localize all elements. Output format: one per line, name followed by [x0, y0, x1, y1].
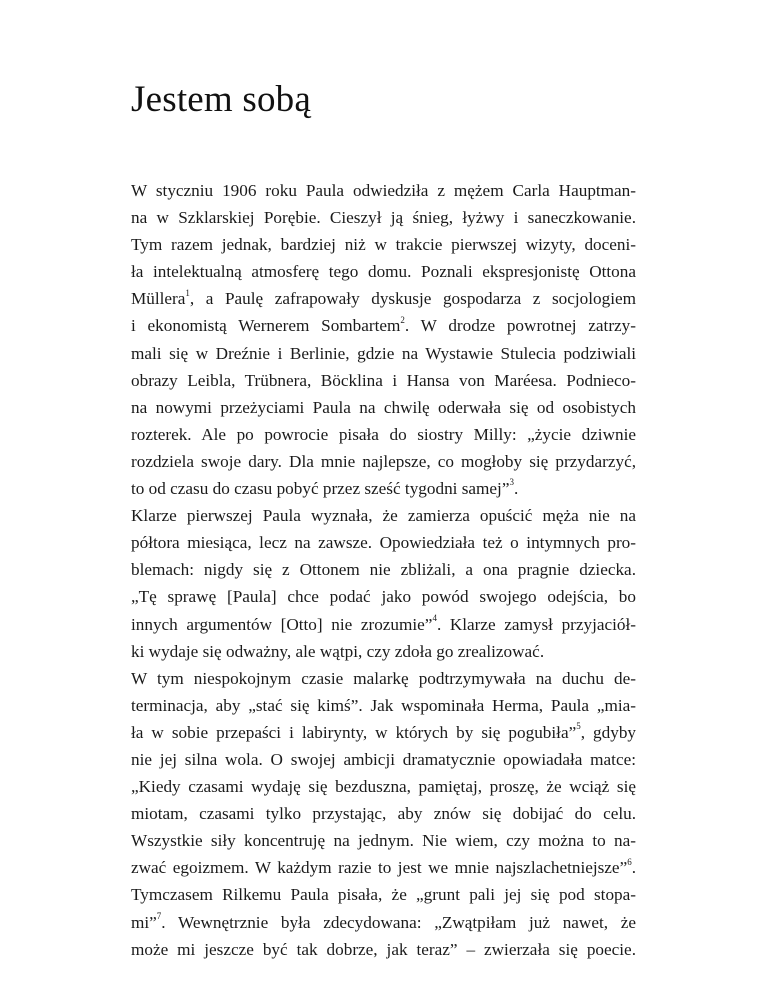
text-line-continuation: . Wewnętrznie była zdecydowana: „Zwątpiłam już nawet, że [161, 912, 636, 932]
text-line-content: na w Szklarskiej Porębie. Cieszył ją śnieg, łyżwy i saneczkowanie. [131, 208, 636, 228]
text-line [131, 475, 636, 502]
text-line [131, 909, 636, 936]
text-line-continuation: , a Paulę zafrapowały dyskusje gospodarza z socjologiem [189, 289, 636, 309]
footnote-marker: 6 [627, 856, 632, 867]
footnote-marker: 3 [509, 477, 514, 488]
text-line [131, 800, 636, 827]
text-line-continuation: , gdyby [580, 722, 637, 742]
text-line-content: Tym razem jednak, bardziej niż w trakcie pierwszej wizyty, doceni- [131, 235, 636, 255]
text-line-content: mi” [131, 912, 157, 932]
text-line-content: Müllera [131, 289, 186, 309]
text-line-content: to od czasu do czasu pobyć przez sześć tygodni samej” [131, 479, 510, 499]
text-line-content: „Tę sprawę [Paula] chce podać jako powód swojego odejścia, bo [131, 587, 636, 607]
text-line-content: Tymczasem Rilkemu Paula pisała, że „grunt pali jej się pod stopa- [131, 885, 636, 905]
text-line-content: Klarze pierwszej Paula wyznała, że zamierza opuścić męża nie na [131, 506, 636, 526]
chapter-title: Jestem sobą [131, 79, 311, 120]
text-line [131, 827, 636, 854]
footnote-marker: 7 [156, 910, 162, 921]
text-line-content: W styczniu 1906 roku Paula odwiedziła z mężem Carla Hauptman- [131, 181, 636, 200]
text-line-content: Wszystkie siły koncentruję na jednym. Nie wiem, czy można to na- [131, 831, 636, 851]
text-line-content: nie jej silna wola. O swojej ambicji dramatycznie opowiadała matce: [131, 749, 636, 769]
text-line [131, 773, 636, 800]
text-line [131, 312, 636, 339]
text-line-content: półtora miesiąca, lecz na zawsze. Opowiedziała też o intymnych pro- [131, 533, 636, 553]
text-line-content: innych argumentów [Otto] nie zrozumie” [131, 614, 433, 634]
text-line-content: „Kiedy czasami wydaję się bezduszna, pamiętaj, proszę, że wciąż się [131, 777, 636, 797]
text-line [131, 611, 636, 638]
text-line [131, 665, 636, 692]
text-line [131, 638, 636, 665]
text-line [131, 204, 636, 231]
footnote-marker: 4 [432, 612, 437, 623]
text-line [131, 692, 636, 719]
text-line [131, 394, 636, 421]
text-line-content: blemach: nigdy się z Ottonem nie zbliżali, a ona pragnie dziecka. [131, 560, 636, 580]
text-line [131, 881, 636, 908]
text-line [131, 854, 636, 881]
text-line-content: ła intelektualną atmosferę tego domu. Poznali ekspresjonistę Ottona [131, 262, 636, 282]
text-line-content: terminacja, aby „stać się kimś”. Jak wspominała Herma, Paula „mia- [131, 695, 636, 715]
text-line [131, 448, 636, 475]
body-text [131, 177, 636, 963]
text-line-content: rozdziela swoje dary. Dla mnie najlepsze, co mogłoby się przydarzyć, [131, 451, 636, 471]
text-line [131, 421, 636, 448]
text-line-content: rozterek. Ale po powrocie pisała do siostry Milly: „życie dziwnie [131, 424, 636, 444]
text-line [131, 529, 636, 556]
footnote-marker: 2 [400, 314, 405, 325]
text-line [131, 285, 636, 312]
text-line-continuation: . Klarze zamysł przyjaciół- [436, 614, 637, 634]
text-line [131, 340, 636, 367]
text-line-content: zwać egoizmem. W każdym razie to jest we mnie najszlachetniejsze” [131, 858, 628, 878]
text-line-continuation: . W drodze powrotnej zatrzy- [404, 316, 636, 336]
text-line-content: ła w sobie przepaści i labirynty, w których by się pogubiła” [131, 722, 577, 742]
text-line [131, 231, 636, 258]
text-line [131, 258, 636, 285]
text-line [131, 936, 636, 963]
footnote-marker: 1 [185, 287, 190, 298]
text-line-content: i ekonomistą Wernerem Sombartem [131, 316, 401, 336]
text-line-content: ki wydaje się odważny, ale wątpi, czy zdoła go zrealizować. [131, 641, 545, 661]
text-line [131, 583, 636, 610]
text-line [131, 746, 636, 773]
text-line [131, 556, 636, 583]
text-line [131, 367, 636, 394]
text-line-content: może mi jeszcze być tak dobrze, jak teraz” – zwierzała się poecie. [131, 939, 636, 959]
text-line [131, 719, 636, 746]
text-line-continuation: . [631, 858, 636, 878]
text-line [131, 502, 636, 529]
text-line-content: obrazy Leibla, Trübnera, Böcklina i Hansa von Maréesa. Podnieco- [131, 370, 636, 390]
text-line-content: W tym niespokojnym czasie malarkę podtrzymywała na duchu de- [131, 668, 636, 688]
text-line [131, 177, 636, 204]
text-line-continuation: . [513, 479, 519, 499]
text-line-content: mali się w Dreźnie i Berlinie, gdzie na Wystawie Stulecia podziwiali [131, 343, 636, 363]
text-line-content: miotam, czasami tylko przystając, aby znów się dobijać do celu. [131, 804, 636, 824]
footnote-marker: 5 [576, 721, 581, 732]
text-line-content: na nowymi przeżyciami Paula na chwilę oderwała się od osobistych [131, 397, 636, 417]
